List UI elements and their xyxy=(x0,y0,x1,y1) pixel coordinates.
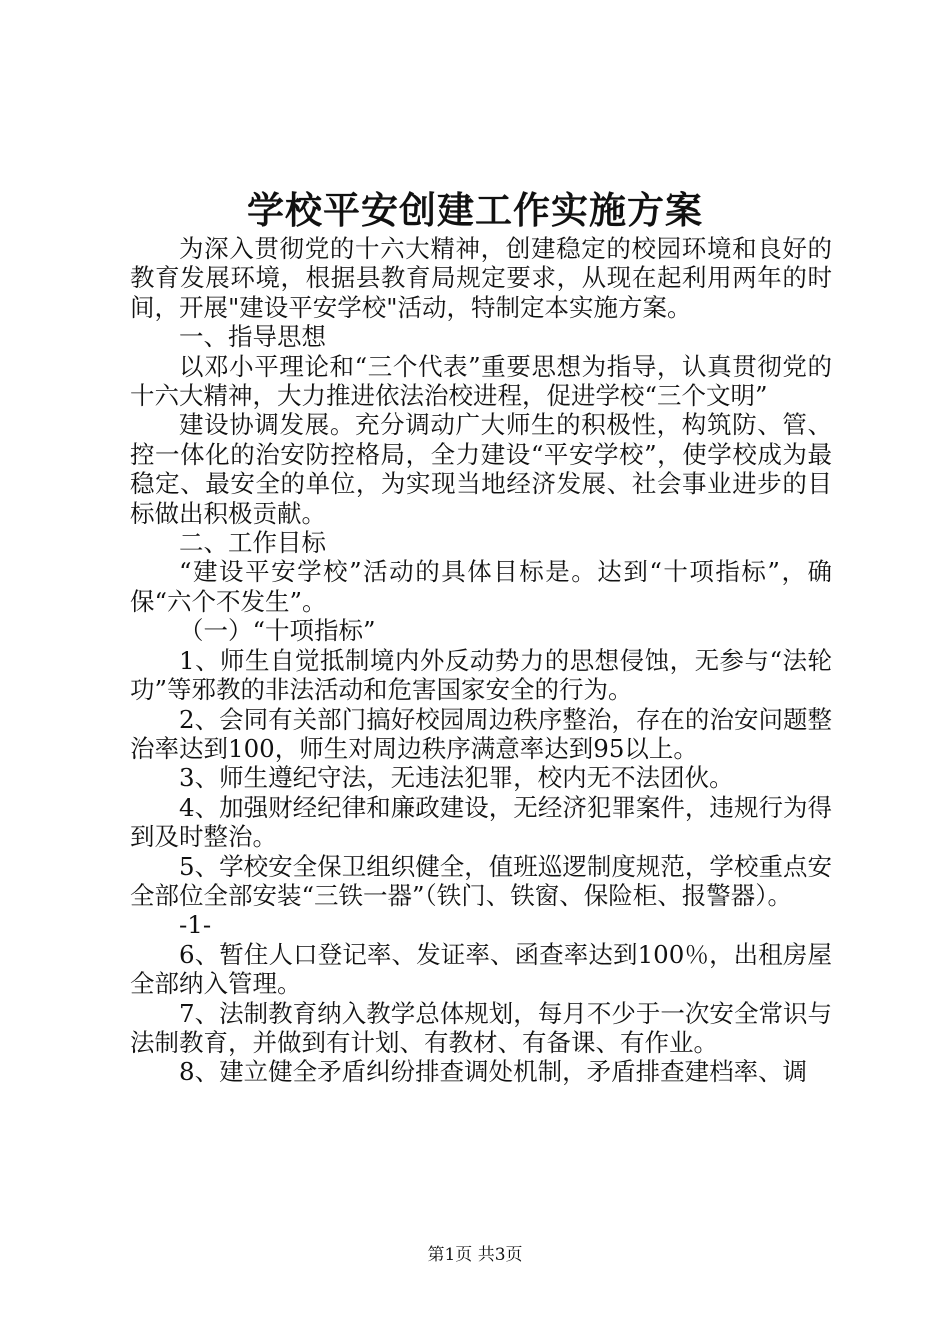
list-item-indicator-5: 5、学校安全保卫组织健全，值班巡逻制度规范，学校重点安全部位全部安装“三铁一器”（铁门、铁窗、保险柜、报警器）。 xyxy=(130,851,832,910)
document-title: 学校平安创建工作实施方案 xyxy=(247,188,703,232)
list-item-indicator-3: 3、师生遵纪守法，无违法犯罪，校内无不法团伙。 xyxy=(179,763,734,793)
list-item-indicator-1: 1、师生自觉抵制境内外反动势力的思想侵蚀，无参与“法轮功”等邪教的非法活动和危害国家安全的行为。 xyxy=(130,645,832,705)
inline-page-number: -1- xyxy=(179,910,212,940)
list-item-indicator-8: 8、建立健全矛盾纠纷排查调处机制，矛盾排查建档率、调 xyxy=(179,1057,808,1087)
list-item-indicator-4: 4、加强财经纪律和廉政建设，无经济犯罪案件，违规行为得到及时整治。 xyxy=(130,792,832,852)
paragraph-guiding-ideology: 以邓小平理论和“三个代表”重要思想为指导，认真贯彻党的十六大精神，大力推进依法治校进程，促进学校“三个文明” xyxy=(130,351,832,411)
page-footer: 第1页 共3页 xyxy=(427,1245,523,1265)
paragraph-intro: 为深入贯彻党的十六大精神，创建稳定的校园环境和良好的教育发展环境，根据县教育局规定要求，从现在起利用两年的时间，开展"建设平安学校"活动，特制定本实施方案。 xyxy=(130,234,832,322)
paragraph-coordinated-development: 建设协调发展。充分调动广大师生的积极性，构筑防、管、控一体化的治安防控格局，全力建设“平安学校”，使学校成为最稳定、最安全的单位，为实现当地经济发展、社会事业进步的目标做出积极贡献。 xyxy=(130,410,832,528)
list-item-indicator-6: 6、暂住人口登记率、发证率、函查率达到100％，出租房屋全部纳入管理。 xyxy=(130,939,832,999)
list-item-indicator-2: 2、会同有关部门搞好校园周边秩序整治，存在的治安问题整治率达到100，师生对周边秩序满意率达到95以上。 xyxy=(130,704,832,763)
section-heading-guiding-ideology: 一、指导思想 xyxy=(179,322,326,352)
paragraph-work-goals: “建设平安学校”活动的具体目标是。达到“十项指标”，确保“六个不发生”。 xyxy=(130,557,832,616)
section-heading-work-goals: 二、工作目标 xyxy=(179,528,326,558)
subsection-heading-ten-indicators: （一）“十项指标” xyxy=(179,616,376,646)
list-item-indicator-7: 7、法制教育纳入教学总体规划，每月不少于一次安全常识与法制教育，并做到有计划、有教材、有备课、有作业。 xyxy=(130,998,832,1057)
document-body xyxy=(130,234,832,1087)
